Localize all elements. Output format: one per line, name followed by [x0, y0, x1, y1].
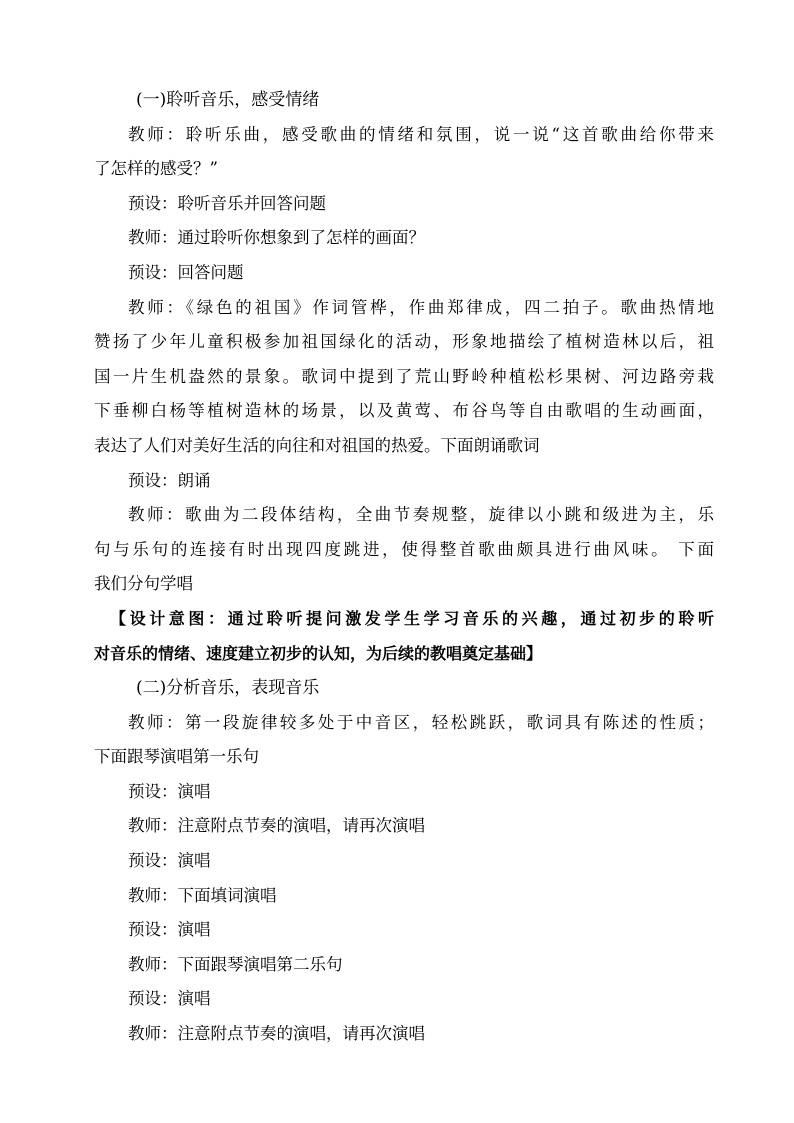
paragraph-line: 预设：演唱: [128, 781, 211, 801]
paragraph-line: 我们分句学唱: [94, 574, 193, 594]
paragraph-line: 教师：歌曲为二段体结构，全曲节奏规整，旋律以小跳和级进为主，乐: [128, 505, 714, 525]
paragraph-line: 教师：下面跟琴演唱第二乐句: [128, 954, 343, 974]
paragraph-line: 了怎样的感受？”: [94, 159, 218, 179]
paragraph-line: 教师：通过聆听你想象到了怎样的画面？: [128, 228, 425, 248]
paragraph-line: 预设：演唱: [128, 851, 211, 871]
paragraph-line: 表达了人们对美好生活的向往和对祖国的热爱。下面朗诵歌词: [94, 435, 540, 455]
paragraph-line: 预设：聆听音乐并回答问题: [128, 193, 326, 213]
paragraph-line: 赞扬了少年儿童积极参加祖国绿化的活动，形象地描绘了植树造林以后，祖: [94, 332, 714, 352]
paragraph-line: 预设：演唱: [128, 989, 211, 1009]
paragraph-line: 教师：第一段旋律较多处于中音区，轻松跳跃，歌词具有陈述的性质；: [128, 712, 714, 732]
paragraph-line: 教师：注意附点节奏的演唱，请再次演唱: [128, 1024, 425, 1044]
document-body: [94, 83, 714, 1052]
paragraph-line: 教师：下面填词演唱: [128, 885, 277, 905]
paragraph-line: 预设：朗诵: [128, 470, 211, 490]
paragraph-line: 下面跟琴演唱第一乐句: [94, 747, 259, 767]
paragraph-line: 国一片生机盎然的景象。歌词中提到了荒山野岭种植松杉果树、河边路旁栽: [94, 366, 714, 386]
paragraph-line: 教师：《绿色的祖国》作词管桦，作曲郑律成，四二拍子。歌曲热情地: [128, 297, 714, 317]
paragraph-line: 预设：回答问题: [128, 262, 244, 282]
paragraph-line: 预设：演唱: [128, 920, 211, 940]
section-heading-analyze: (二)分析音乐，表现音乐: [136, 678, 320, 699]
paragraph-line: 下垂柳白杨等植树造林的场景，以及黄莺、布谷鸟等自由歌唱的生动画面，: [94, 401, 714, 421]
paragraph-line: 教师：注意附点节奏的演唱，请再次演唱: [128, 816, 425, 836]
section-heading-listen: (一)聆听音乐，感受情绪: [136, 90, 320, 110]
design-intent-line: 对音乐的情绪、速度建立初步的认知，为后续的教唱奠定基础】: [94, 643, 543, 663]
design-intent-line: 【设计意图：通过聆听提问激发学生学习音乐的兴趣，通过初步的聆听: [110, 608, 714, 628]
paragraph-line: 句与乐句的连接有时出现四度跳进，使得整首歌曲颇具进行曲风味。 下面: [94, 539, 714, 559]
paragraph-line: 教师：聆听乐曲，感受歌曲的情绪和氛围，说一说“这首歌曲给你带来: [128, 124, 714, 144]
